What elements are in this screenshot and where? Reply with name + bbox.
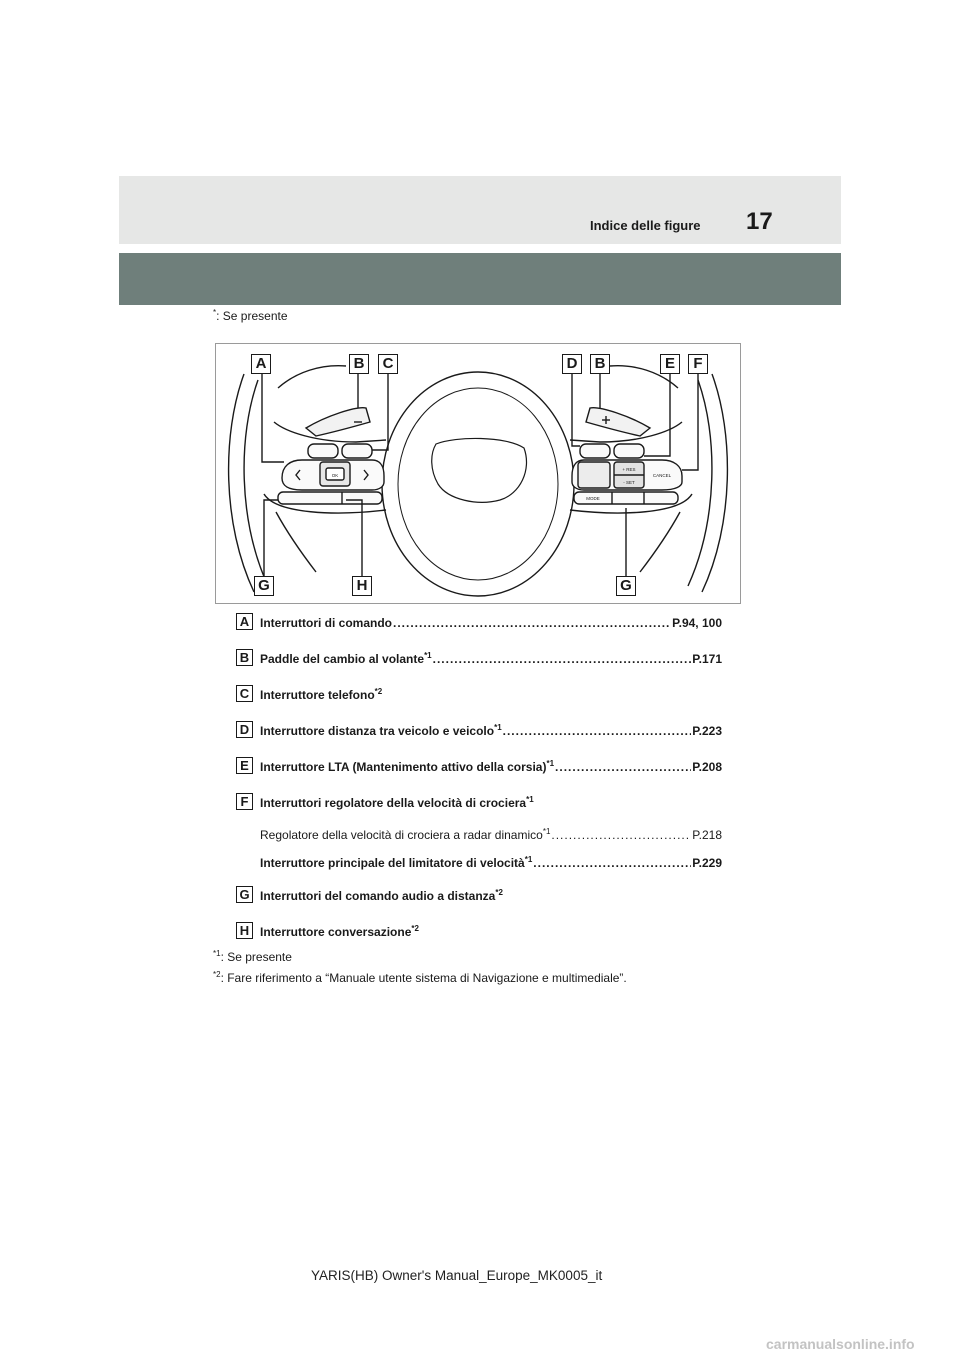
list-item xyxy=(236,685,722,705)
page-footer: YARIS(HB) Owner's Manual_Europe_MK0005_it xyxy=(311,1268,603,1283)
page-reference[interactable]: P.218 xyxy=(692,828,722,842)
list-item xyxy=(236,886,722,906)
item-text: Interruttore telefono xyxy=(260,688,375,702)
cancel-button-label: CANCEL xyxy=(652,473,672,478)
callout-c: C xyxy=(378,354,398,374)
item-text: Interruttore distanza tra veicolo e veicolo xyxy=(260,724,495,738)
callout-e: E xyxy=(660,354,680,374)
item-label: C xyxy=(236,685,253,702)
callout-g-right: G xyxy=(616,576,636,596)
item-label: E xyxy=(236,757,253,774)
sub-list-item xyxy=(236,825,722,845)
callout-b: B xyxy=(349,354,369,374)
item-text: Interruttore conversazione xyxy=(260,925,412,939)
item-label: D xyxy=(236,721,253,738)
header-dark-band xyxy=(119,253,841,305)
item-label: A xyxy=(236,613,253,630)
callout-h: H xyxy=(352,576,372,596)
item-text: Interruttori del comando audio a distanza xyxy=(260,889,496,903)
header-band xyxy=(119,176,841,244)
steering-wheel-illustration xyxy=(216,344,740,603)
page-number: 17 xyxy=(746,208,773,235)
callout-g: G xyxy=(254,576,274,596)
list-item xyxy=(236,613,722,633)
callout-a: A xyxy=(251,354,271,374)
footnote-ref: *2 xyxy=(374,687,383,696)
page-reference[interactable]: P.229 xyxy=(692,856,722,870)
footnote-ref: *1 xyxy=(542,827,551,836)
ok-button-label: OK xyxy=(331,473,339,478)
callout-b-right: B xyxy=(590,354,610,374)
item-label: G xyxy=(236,886,253,903)
item-text: Regolatore della velocità di crociera a radar dinamico xyxy=(260,828,543,842)
callout-f: F xyxy=(688,354,708,374)
footnote-2: $^{*2}$: Fare riferimento a “Manuale utente sistema di Navigazione e multimediale”. xyxy=(213,970,627,985)
section-title: Indice delle figure xyxy=(590,218,701,233)
list-item xyxy=(236,922,722,942)
footnote-ref: *1 xyxy=(546,759,555,768)
mode-button-label: MODE xyxy=(586,496,600,501)
footnote-ref: *1 xyxy=(494,723,502,732)
sub-list-item xyxy=(236,853,722,873)
watermark: carmanualsonline.info xyxy=(766,1336,915,1352)
availability-note: *: Se presente xyxy=(213,308,288,323)
footnote-ref: *1 xyxy=(524,855,533,864)
set-button-label: - SET xyxy=(623,480,635,485)
footnote-1: $^{*1}$: Se presente xyxy=(213,949,292,964)
item-label: F xyxy=(236,793,253,810)
footnote-ref: *2 xyxy=(411,924,419,933)
footnote-ref: *1 xyxy=(526,795,534,804)
item-text: Interruttori di comando xyxy=(260,616,392,630)
item-text: Interruttori regolatore della velocità di crociera xyxy=(260,796,527,810)
item-text: Paddle del cambio al volante xyxy=(260,652,425,666)
callout-d: D xyxy=(562,354,582,374)
list-item xyxy=(236,793,722,813)
page-reference[interactable]: P.208 xyxy=(692,760,722,774)
item-text: Interruttore principale del limitatore di velocità xyxy=(260,856,525,870)
steering-wheel-figure xyxy=(215,343,741,604)
item-label: H xyxy=(236,922,253,939)
list-item xyxy=(236,721,722,741)
page-reference[interactable]: P.223 xyxy=(692,724,722,738)
footnote-ref: *2 xyxy=(495,888,503,897)
list-item xyxy=(236,649,722,669)
page-reference[interactable]: P.94, 100 xyxy=(672,616,722,630)
res-button-label: + RES xyxy=(622,467,636,472)
footnote-ref: *1 xyxy=(424,651,432,660)
list-item xyxy=(236,757,722,777)
item-label: B xyxy=(236,649,253,666)
page-reference[interactable]: P.171 xyxy=(692,652,722,666)
item-text: Interruttore LTA (Mantenimento attivo della corsia) xyxy=(260,760,547,774)
